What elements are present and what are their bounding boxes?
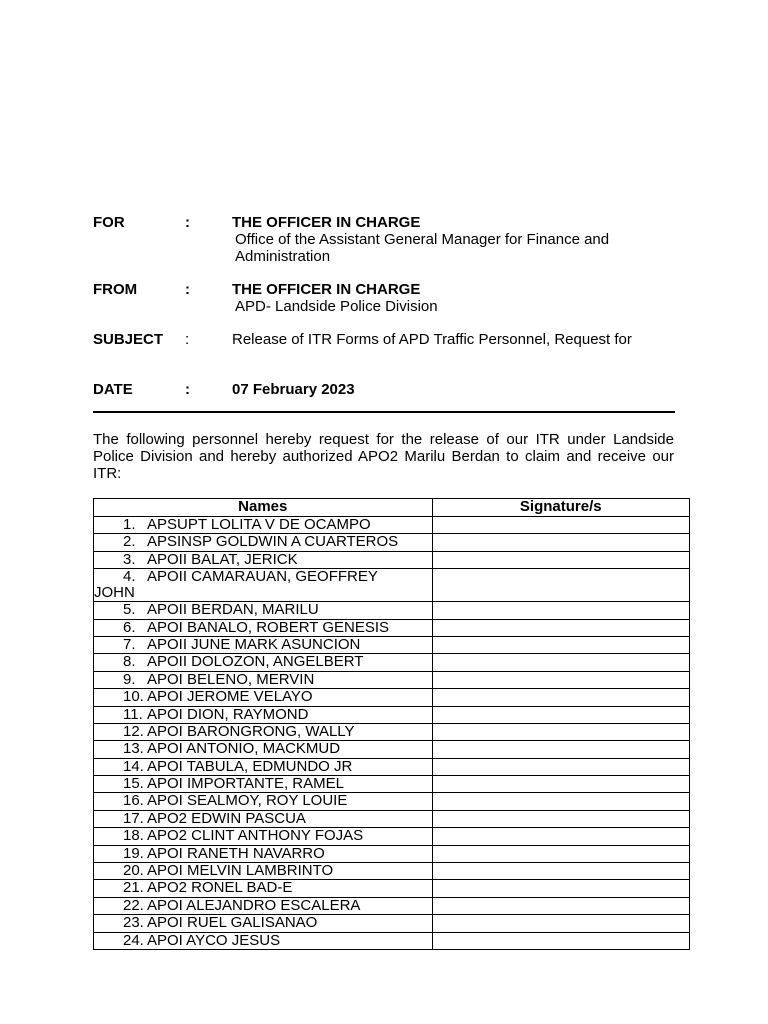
signature-cell[interactable] <box>432 689 690 706</box>
personnel-table <box>93 498 690 950</box>
personnel-name: APOI RUEL GALISANAO <box>147 914 318 932</box>
list-item <box>94 776 432 792</box>
list-item <box>94 933 432 949</box>
table-row <box>94 932 690 949</box>
table-row <box>94 758 690 775</box>
for-colon: : <box>185 214 190 231</box>
row-number: 1. <box>123 516 136 533</box>
table-row <box>94 723 690 740</box>
signature-cell[interactable] <box>432 741 690 758</box>
personnel-name: APOI BARONGRONG, WALLY <box>147 722 355 740</box>
signature-cell[interactable] <box>432 863 690 880</box>
table-row <box>94 828 690 845</box>
row-number: 18. <box>123 827 144 845</box>
signature-cell[interactable] <box>432 534 690 551</box>
name-cell <box>94 810 433 827</box>
personnel-name: APO2 RONEL BAD-E <box>147 879 293 897</box>
name-cell <box>94 741 433 758</box>
name-cell <box>94 602 433 619</box>
signature-cell[interactable] <box>432 845 690 862</box>
name-cell <box>94 706 433 723</box>
table-row <box>94 619 690 636</box>
name-cell <box>94 758 433 775</box>
table-row <box>94 569 690 602</box>
row-number: 12. <box>123 722 144 740</box>
personnel-name: APOI DION, RAYMOND <box>147 705 309 723</box>
list-item <box>94 689 432 705</box>
from-colon: : <box>185 281 190 298</box>
personnel-name: APOI TABULA, EDMUNDO JR <box>147 757 353 775</box>
row-number: 2. <box>123 533 136 551</box>
names-header: Names <box>94 499 433 517</box>
table-row <box>94 671 690 688</box>
list-item <box>94 569 432 585</box>
table-row <box>94 689 690 706</box>
personnel-name: APO2 CLINT ANTHONY FOJAS <box>147 827 364 845</box>
name-cell <box>94 897 433 914</box>
row-number: 24. <box>123 931 144 949</box>
list-item <box>94 915 432 931</box>
signatures-header: Signature/s <box>432 499 690 517</box>
signature-cell[interactable] <box>432 619 690 636</box>
personnel-name: APSUPT LOLITA V DE OCAMPO <box>147 516 371 533</box>
list-item <box>94 552 432 568</box>
list-item <box>94 707 432 723</box>
name-cell <box>94 517 433 534</box>
row-number: 11. <box>123 705 143 723</box>
row-number: 16. <box>123 792 144 810</box>
signature-cell[interactable] <box>432 723 690 740</box>
signature-cell[interactable] <box>432 636 690 653</box>
personnel-name: APOI ANTONIO, MACKMUD <box>147 740 341 758</box>
for-detail-line1: Office of the Assistant General Manager for Finance and <box>235 231 610 248</box>
list-item <box>94 863 432 879</box>
row-number: 6. <box>123 618 136 636</box>
personnel-name: APOII CAMARAUAN, GEOFFREY <box>147 568 378 586</box>
row-number: 21. <box>123 879 144 897</box>
subject-label: SUBJECT <box>93 331 164 348</box>
signature-cell[interactable] <box>432 880 690 897</box>
name-cell <box>94 723 433 740</box>
personnel-name: APOII BALAT, JERICK <box>147 550 298 568</box>
signature-cell[interactable] <box>432 671 690 688</box>
date-value: 07 February 2023 <box>232 381 355 398</box>
signature-cell[interactable] <box>432 932 690 949</box>
header-divider <box>93 411 675 413</box>
personnel-name-continued: JOHN <box>94 584 135 602</box>
list-item <box>94 828 432 844</box>
list-item <box>94 517 432 533</box>
list-item <box>94 654 432 670</box>
name-cell <box>94 776 433 793</box>
name-cell <box>94 880 433 897</box>
table-row <box>94 810 690 827</box>
table-row <box>94 636 690 653</box>
signature-cell[interactable] <box>432 810 690 827</box>
table-row <box>94 793 690 810</box>
signature-cell[interactable] <box>432 897 690 914</box>
body-paragraph: The following personnel hereby request for the release of our ITR under Landside Police Division and hereby authorized APO2 Marilu Berdan to claim and receive our ITR: <box>93 431 674 482</box>
date-colon: : <box>185 381 190 398</box>
signature-cell[interactable] <box>432 551 690 568</box>
signature-cell[interactable] <box>432 706 690 723</box>
personnel-name: APOI ALEJANDRO ESCALERA <box>147 896 361 914</box>
row-number: 8. <box>123 653 136 671</box>
table-body <box>94 517 690 950</box>
list-item <box>94 880 432 896</box>
table-row <box>94 551 690 568</box>
name-cell <box>94 845 433 862</box>
for-label: FOR <box>93 214 125 231</box>
name-cell <box>94 654 433 671</box>
name-cell <box>94 636 433 653</box>
row-number: 13. <box>123 740 144 758</box>
personnel-name: APOI RANETH NAVARRO <box>147 844 325 862</box>
table-row <box>94 915 690 932</box>
table-row <box>94 776 690 793</box>
list-item <box>94 811 432 827</box>
subject-colon: : <box>185 331 190 348</box>
row-number: 9. <box>123 670 136 688</box>
signature-cell[interactable] <box>432 793 690 810</box>
table-row <box>94 897 690 914</box>
name-cell <box>94 828 433 845</box>
list-item <box>94 672 432 688</box>
table-row <box>94 517 690 534</box>
name-cell <box>94 569 433 602</box>
table-row <box>94 863 690 880</box>
row-number: 4. <box>123 568 136 586</box>
table-row <box>94 741 690 758</box>
subject-value: Release of ITR Forms of APD Traffic Personnel, Request for <box>232 331 632 348</box>
personnel-name: APOII DOLOZON, ANGELBERT <box>147 653 364 671</box>
signature-cell[interactable] <box>432 602 690 619</box>
for-value: THE OFFICER IN CHARGE <box>232 214 421 231</box>
row-number: 10. <box>123 688 144 706</box>
for-detail-line2: Administration <box>235 248 331 265</box>
list-item <box>94 793 432 809</box>
row-number: 23. <box>123 914 144 932</box>
personnel-name: APO2 EDWIN PASCUA <box>147 809 306 827</box>
list-item <box>94 637 432 653</box>
table-row <box>94 534 690 551</box>
list-item <box>94 602 432 618</box>
row-number: 15. <box>123 775 144 793</box>
name-cell <box>94 793 433 810</box>
signature-cell[interactable] <box>432 654 690 671</box>
from-detail: APD- Landside Police Division <box>235 298 438 315</box>
name-cell <box>94 863 433 880</box>
table-row <box>94 880 690 897</box>
from-value: THE OFFICER IN CHARGE <box>232 281 421 298</box>
row-number: 5. <box>123 601 136 619</box>
list-item <box>94 741 432 757</box>
list-item <box>94 846 432 862</box>
table-row <box>94 654 690 671</box>
row-number: 14. <box>123 757 144 775</box>
name-cell <box>94 671 433 688</box>
row-number: 19. <box>123 844 144 862</box>
signature-cell[interactable] <box>432 569 690 602</box>
name-cell <box>94 915 433 932</box>
list-item <box>94 534 432 550</box>
table-row <box>94 845 690 862</box>
signature-cell[interactable] <box>432 758 690 775</box>
personnel-name: APOI IMPORTANTE, RAMEL <box>147 775 344 793</box>
table-header-row <box>94 499 690 517</box>
personnel-name: APOI AYCO JESUS <box>147 931 281 949</box>
personnel-name: APOII BERDAN, MARILU <box>147 601 319 619</box>
name-cell <box>94 932 433 949</box>
signature-cell[interactable] <box>432 517 690 534</box>
row-number: 22. <box>123 896 144 914</box>
signature-cell[interactable] <box>432 828 690 845</box>
name-cell <box>94 689 433 706</box>
table-row <box>94 706 690 723</box>
date-label: DATE <box>93 381 133 398</box>
list-item <box>94 724 432 740</box>
personnel-name: APOII JUNE MARK ASUNCION <box>147 635 361 653</box>
signature-cell[interactable] <box>432 776 690 793</box>
list-item <box>94 759 432 775</box>
list-item <box>94 898 432 914</box>
row-number: 17. <box>123 809 144 827</box>
row-number: 7. <box>123 635 136 653</box>
personnel-name: APOI BELENO, MERVIN <box>147 670 315 688</box>
signature-cell[interactable] <box>432 915 690 932</box>
personnel-name: APOI JEROME VELAYO <box>147 688 313 706</box>
personnel-name: APSINSP GOLDWIN A CUARTEROS <box>147 533 399 551</box>
row-number: 20. <box>123 862 144 880</box>
from-label: FROM <box>93 281 138 298</box>
list-item <box>94 620 432 636</box>
name-cell <box>94 534 433 551</box>
personnel-name: APOI SEALMOY, ROY LOUIE <box>147 792 348 810</box>
row-number: 3. <box>123 550 136 568</box>
personnel-name: APOI MELVIN LAMBRINTO <box>147 862 334 880</box>
name-cell <box>94 619 433 636</box>
personnel-name: APOI BANALO, ROBERT GENESIS <box>147 618 390 636</box>
table-row <box>94 602 690 619</box>
name-cell <box>94 551 433 568</box>
